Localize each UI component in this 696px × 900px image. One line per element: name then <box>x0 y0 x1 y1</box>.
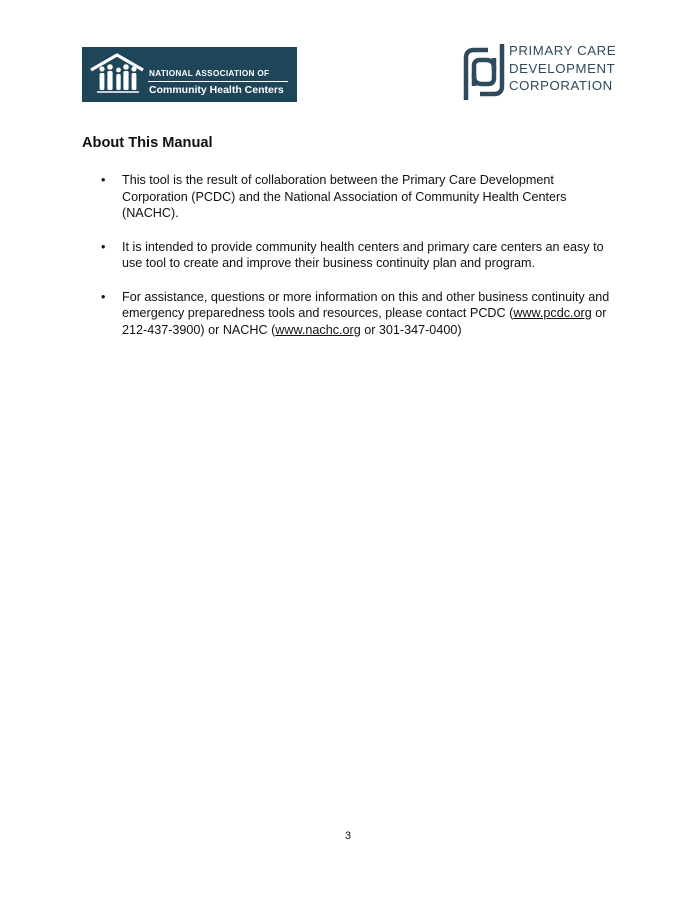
bullet-text: It is intended to provide community health centers and primary care centers an easy to use tool to create and improve their business continuity plan and program. <box>122 239 604 271</box>
bullet-list <box>0 172 696 355</box>
contact-text-after: or 301-347-0400) <box>360 322 462 337</box>
contact-text-before: For assistance, questions or more information on this and other business continuity and emergency preparedness tools and resources, please contact PCDC ( <box>122 289 610 321</box>
bullet-text-contact <box>122 289 614 339</box>
nachc-logo <box>82 47 297 102</box>
list-item <box>0 289 696 339</box>
nachc-name-line1: NATIONAL ASSOCIATION OF <box>149 69 270 78</box>
pcdc-logo <box>462 40 622 104</box>
nachc-website-link[interactable]: www.nachc.org <box>275 322 361 337</box>
nachc-figures-icon <box>88 52 146 96</box>
pcdc-name-line1: PRIMARY CARE <box>509 43 617 58</box>
pcdc-name-line3: CORPORATION <box>509 78 613 93</box>
pcdc-mark-icon <box>462 40 506 104</box>
nachc-divider <box>148 81 288 82</box>
bullet-marker: • <box>101 173 106 187</box>
pcdc-website-link[interactable]: www.pcdc.org <box>513 306 592 321</box>
list-item <box>0 172 696 222</box>
section-heading: About This Manual <box>82 135 213 151</box>
nachc-name-line2: Community Health Centers <box>149 84 284 96</box>
page-number: 3 <box>344 830 352 842</box>
bullet-marker: • <box>101 289 106 304</box>
contact-text-middle: or 212-437-3900) or NACHC ( <box>122 306 607 337</box>
bullet-marker: • <box>101 239 106 254</box>
pcdc-name-line2: DEVELOPMENT <box>509 60 616 76</box>
bullet-text: This tool is the result of collaboration between the Primary Care Development Corporation (PCDC) and the National Association of Community Health Centers (NACHC). <box>122 173 567 221</box>
pcdc-name <box>509 42 616 95</box>
list-item <box>0 239 696 272</box>
